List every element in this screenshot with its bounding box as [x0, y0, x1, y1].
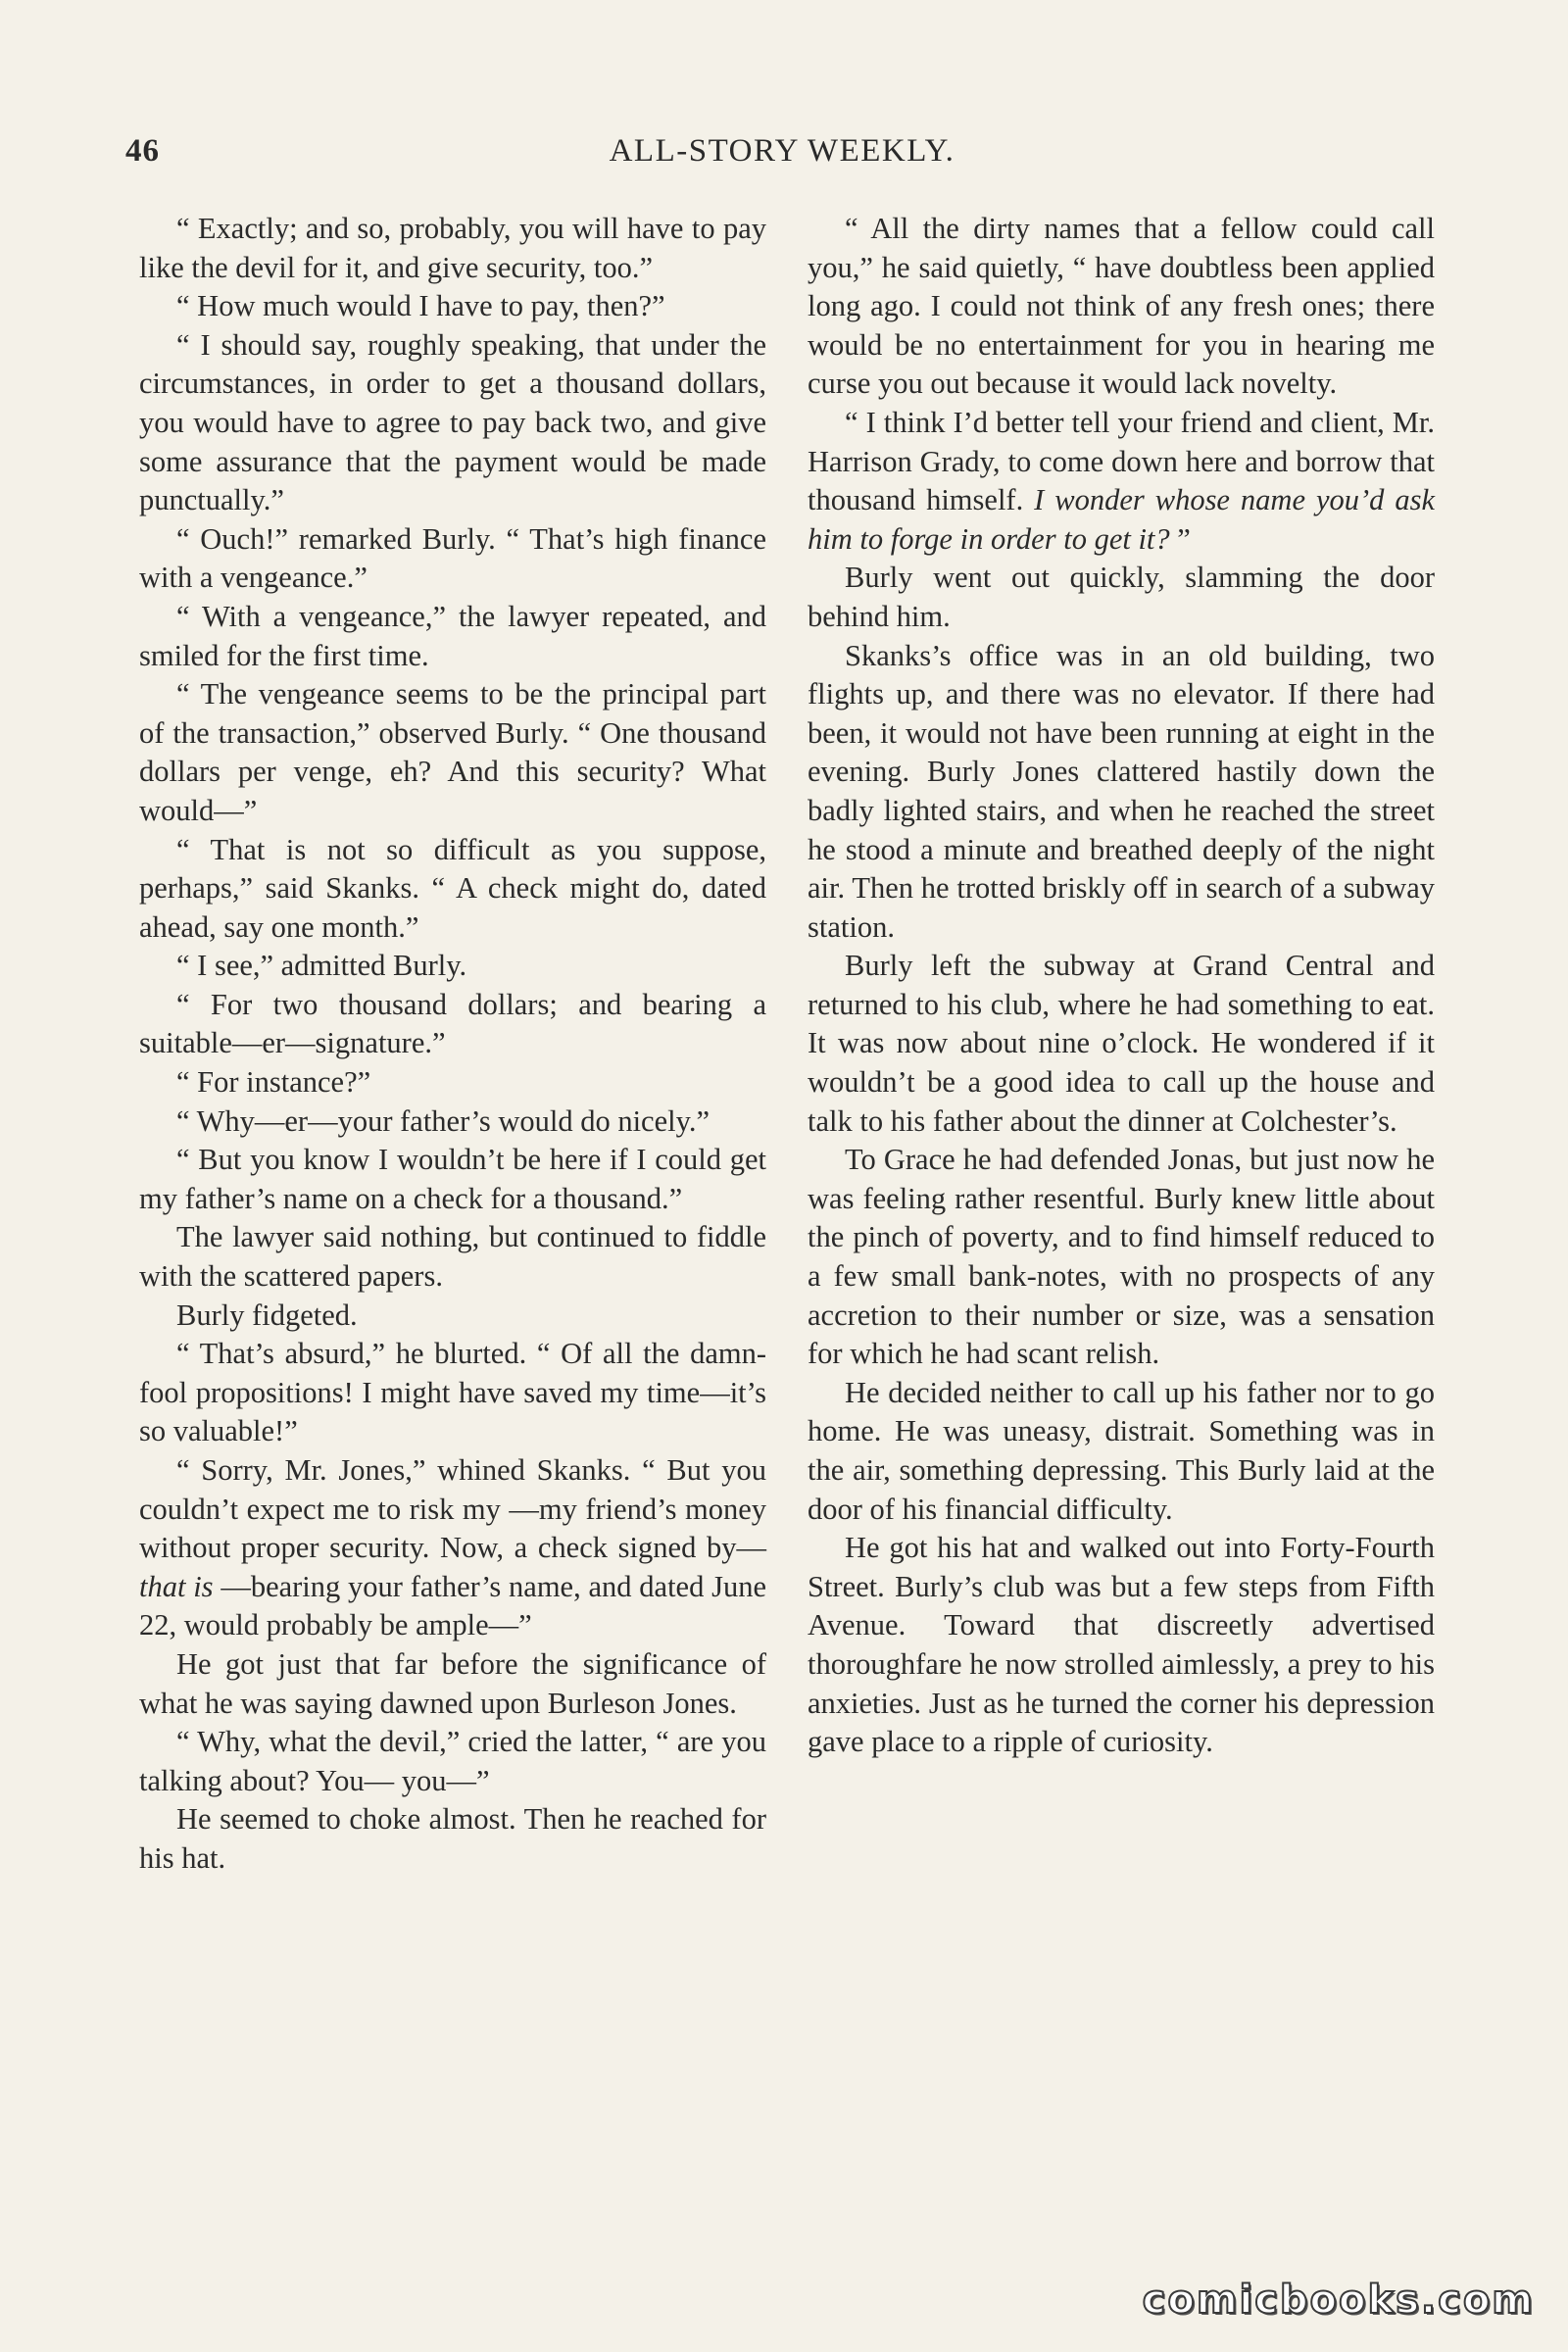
paragraph: “ Why—er—your father’s would do nicely.” [176, 1103, 710, 1138]
paragraph: “ Ouch!” remarked Burly. “ That’s high finance with a vengeance.” [139, 521, 766, 595]
paragraph: “ How much would I have to pay, then?” [176, 289, 665, 323]
paragraph: He got just that far before the significance of what he was saying dawned upon Burleson Jones. [139, 1646, 766, 1720]
page-number: 46 [125, 133, 160, 169]
paragraph: Burly left the subway at Grand Central and returned to his club, where he had something to eat. It was now about nine o’clock. He wondered if it wouldn’t be a good idea to call up the house and talk to his father about the dinner at Colchester’s. [808, 949, 1435, 1138]
site-watermark: comicbooks.com [1142, 2278, 1535, 2323]
paragraph: “ For instance?” [176, 1065, 371, 1100]
paragraph: “ I see,” admitted Burly. [176, 949, 467, 983]
paragraph: Skanks’s office was in an old building, two flights up, and there was no elevator. If there had been, it would not have been running at eight in the evening. Burly Jones clattered hastily down the badly lighted stairs, and when he reached the street he stood a minute and breathed deeply of the night air. Then he trotted briskly off in search of a subway station. [808, 638, 1435, 944]
paragraph: “ I think I’d better tell your friend and client, Mr. Harrison Grady, to come down here and borrow that thousand himself. I wonder whose name you’d ask him to forge in order to get it? ” [808, 405, 1435, 556]
paragraph: “ Exactly; and so, probably, you will have to pay like the devil for it, and give security, too.” [139, 212, 766, 284]
paragraph: “ But you know I wouldn’t be here if I could get my father’s name on a check for a thousand.” [139, 1143, 766, 1215]
paragraph: “ Sorry, Mr. Jones,” whined Skanks. “ But you couldn’t expect me to risk my —my friend’s money without proper security. Now, a check signed by—that is —bearing your father’s name, and dated June 22, would probably be ample—” [139, 1453, 766, 1642]
page-header [125, 133, 1439, 192]
paragraph: “ I should say, roughly speaking, that under the circumstances, in order to get a thousand dollars, you would have to agree to pay back two, and give some assurance that the payment would be made punctually.” [139, 327, 766, 517]
paragraph: “ For two thousand dollars; and bearing a suitable—er—signature.” [139, 987, 766, 1060]
paragraph: He decided neither to call up his father nor to go home. He was uneasy, distrait. Something was in the air, something depressing. This Burly laid at the door of his financial difficulty. [808, 1375, 1435, 1526]
paragraph: He got his hat and walked out into Forty-Fourth Street. Burly’s club was but a few steps from Fifth Avenue. Toward that discreetly advertised thoroughfare he now strolled aimlessly, a prey to his anxieties. Just as he turned the corner his depression gave place to a ripple of curiosity. [808, 1531, 1435, 1759]
paragraph: “ All the dirty names that a fellow could call you,” he said quietly, “ have doubtless been applied long ago. I could not think of any fresh ones; there would be no entertainment for you in hearing me curse you out because it would lack novelty. [808, 212, 1435, 401]
running-title: ALL-STORY WEEKLY. [609, 133, 956, 169]
paragraph: “ The vengeance seems to be the principal part of the transaction,” observed Burly. “ One thousand dollars per venge, eh? And this security? What would—” [139, 677, 766, 827]
left-text-column [139, 210, 766, 1879]
paragraph: “ Why, what the devil,” cried the latter, “ are you talking about? You— you—” [139, 1725, 766, 1797]
paragraph: “ That’s absurd,” he blurted. “ Of all the damn-fool propositions! I might have saved my time—it’s so valuable!” [139, 1337, 766, 1448]
paragraph: “ That is not so difficult as you suppose, perhaps,” said Skanks. “ A check might do, dated ahead, say one month.” [139, 832, 766, 944]
paragraph: Burly went out quickly, slamming the door behind him. [808, 561, 1435, 633]
right-text-column [808, 210, 1435, 1762]
paragraph: The lawyer said nothing, but continued to fiddle with the scattered papers. [139, 1220, 766, 1294]
paragraph: He seemed to choke almost. Then he reached for his hat. [139, 1802, 766, 1875]
paragraph: “ With a vengeance,” the lawyer repeated, and smiled for the first time. [139, 599, 766, 672]
paragraph: To Grace he had defended Jonas, but just now he was feeling rather resentful. Burly knew little about the pinch of poverty, and to find himself reduced to a few small bank-notes, with no prospects of any accretion to their number or size, was a sensation for which he had scant relish. [808, 1143, 1435, 1371]
paragraph: Burly fidgeted. [176, 1298, 358, 1332]
